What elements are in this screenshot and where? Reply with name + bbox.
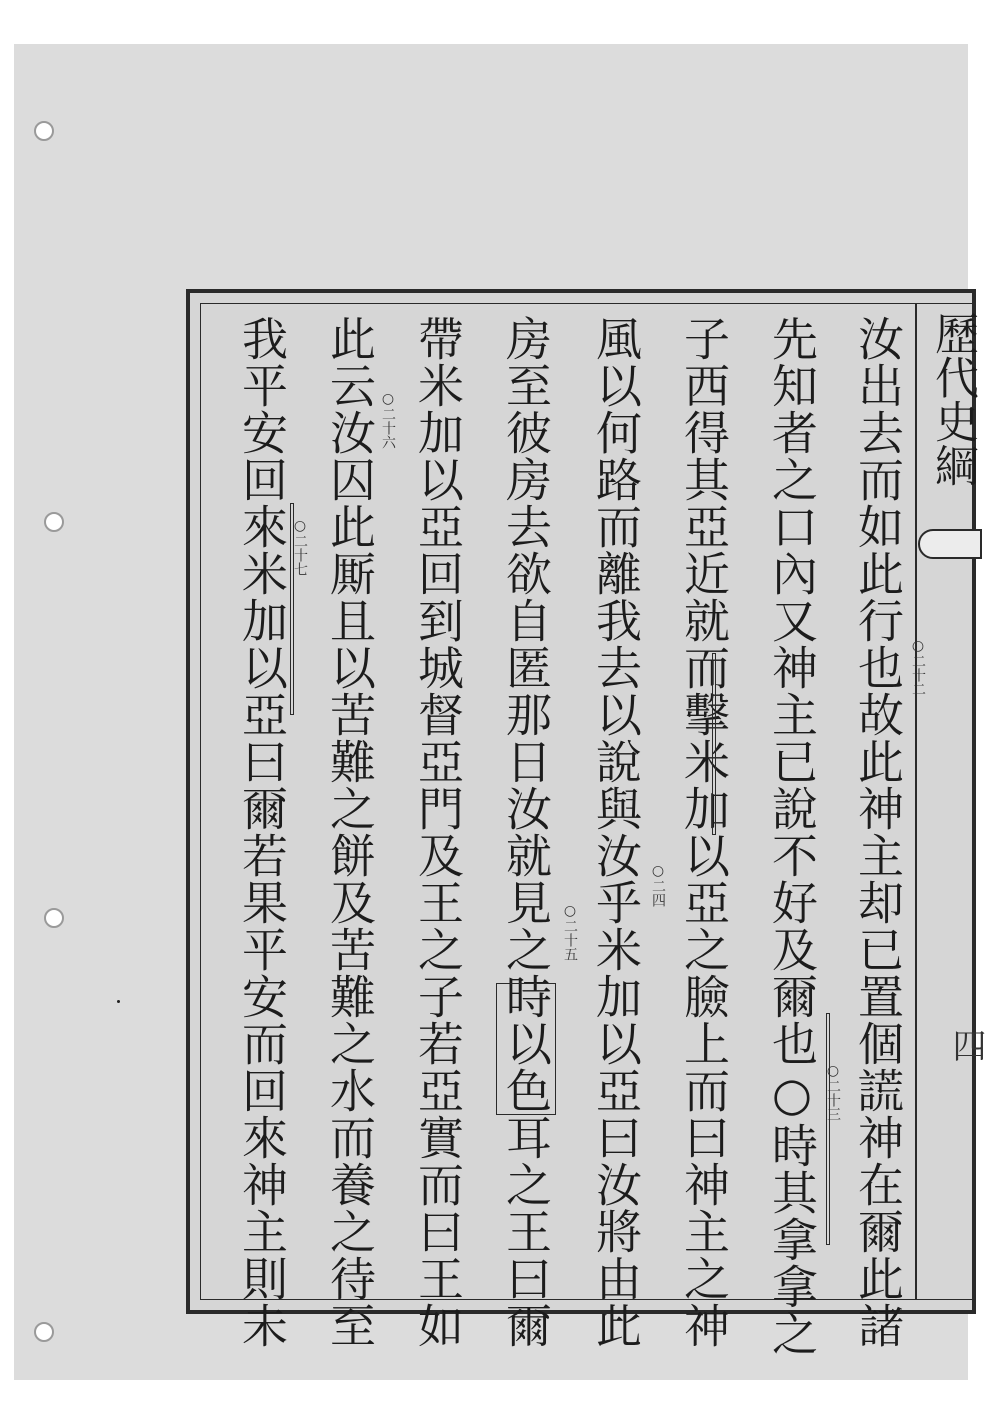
text-column-5: 房至彼房去欲自匿那日汝就見之時以色耳之王曰爾 xyxy=(499,315,553,1349)
header-ornament xyxy=(918,529,982,559)
page-header: 歷代史綱 xyxy=(927,311,978,487)
binder-hole xyxy=(34,121,54,141)
verse-note: ○二十五 xyxy=(562,903,578,961)
text-column-2: 先知者之口內又神主已說不好及爾也○時其拿拿之 xyxy=(765,315,819,1357)
text-column-8: 我平安回來米加以亞曰爾若果平安而回來神主則未 xyxy=(235,315,289,1349)
binder-hole xyxy=(44,512,64,532)
header-divider xyxy=(915,304,917,1299)
binder-hole xyxy=(44,908,64,928)
verse-note: ○二十六 xyxy=(380,391,396,449)
verse-note: ○二十三 xyxy=(825,1063,841,1121)
speck xyxy=(117,1000,120,1003)
text-frame xyxy=(186,289,986,1357)
text-column-7: 此云汝囚此厮且以苦難之餅及苦難之水而養之待至 xyxy=(323,315,377,1349)
name-box xyxy=(496,983,556,1115)
name-mark xyxy=(826,1013,830,1245)
text-column-6: 帶米加以亞回到城督亞門及王之子若亞實而曰王如 xyxy=(411,315,465,1349)
verse-note: ○二十七 xyxy=(292,518,308,576)
edge-glyph: 四 xyxy=(946,1028,986,1062)
text-column-1: 汝出去而如此行也故此神主却已置個謊神在爾此諸 xyxy=(851,315,905,1349)
name-mark xyxy=(712,653,716,835)
binder-hole xyxy=(34,1322,54,1342)
verse-note: ○二十二 xyxy=(910,638,926,696)
name-mark xyxy=(290,503,294,715)
text-column-4: 風以何路而離我去以說與汝乎米加以亞曰汝將由此 xyxy=(589,315,643,1349)
verse-note: ○二四 xyxy=(650,863,666,907)
text-column-3: 子西得其亞近就而擊米加以亞之臉上而曰神主之神 xyxy=(677,315,731,1349)
